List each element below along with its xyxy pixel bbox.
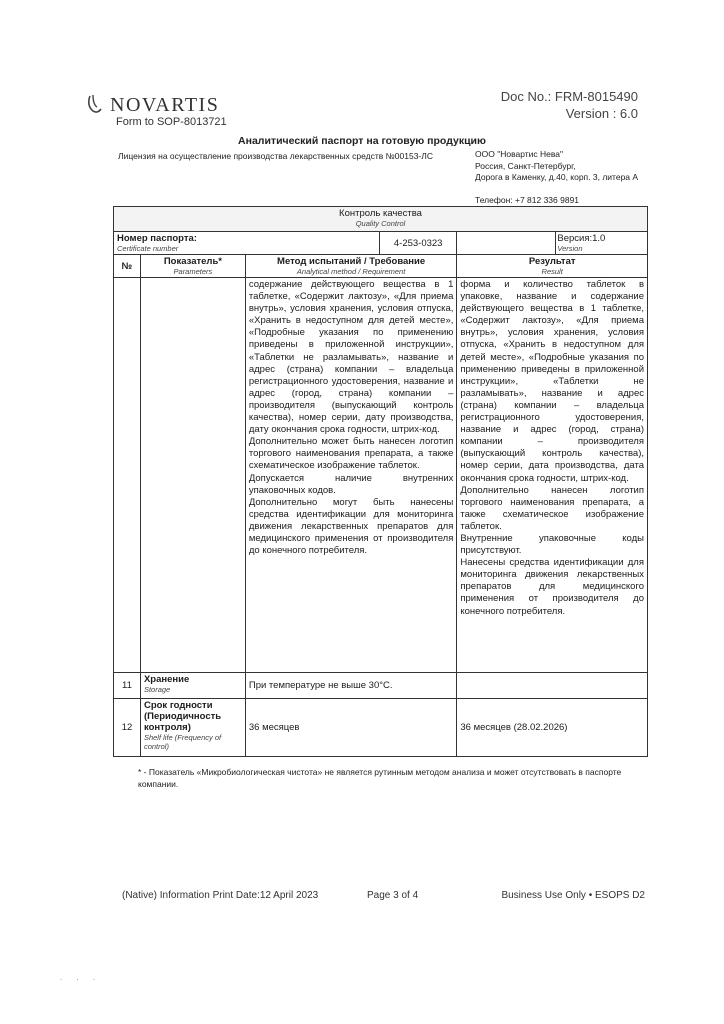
method-paragraph: Допускается наличие внутренних упаковочных кодов.: [248, 472, 454, 496]
result-paragraph: Внутренние упаковочные коды присутствуют.: [460, 532, 644, 557]
scan-corner-marks: . . .: [60, 973, 102, 982]
version-label: Версия:1.0: [557, 233, 606, 244]
row-parameter: Срок годности (Периодичность контроля): [143, 700, 222, 733]
result-paragraph: Дополнительно нанесен логотип торгового наименования препарата, а также схематическое изображение таблеток.: [460, 484, 644, 532]
row-number: 12: [114, 699, 141, 757]
license-text: Лицензия на осуществление производства лекарственных средств №00153-ЛС: [118, 151, 433, 161]
column-header-result-en: Result: [541, 267, 563, 276]
document-title: Аналитический паспорт на готовую продукцию: [238, 135, 486, 147]
row-method: При температуре не выше 30°С.: [245, 673, 457, 699]
table-row: [114, 699, 648, 757]
company-line: Дорога в Каменку, д.40, корп. 3, литера А: [475, 172, 639, 182]
row-result: 36 месяцев (28.02.2026): [457, 699, 648, 757]
row-method: [245, 278, 457, 673]
footer-classification: Business Use Only • ESOPS D2: [501, 890, 645, 901]
novartis-logo-icon: [84, 93, 104, 117]
row-parameter: [140, 278, 245, 673]
form-reference: Form to SOP-8013721: [116, 116, 227, 128]
column-header-number: №: [114, 255, 141, 278]
method-paragraph: содержание действующего вещества в 1 таблетке, «Содержит лактозу», «Для приема внутрь», условия хранения, условия отпуска, «Хранить в недоступном для детей месте», «Подробные указания по применению приведены в приложенной инструкции», «Таблетки не разламывать», название и адрес (страна) компании – владельца регистрационного удостоверения, название и адрес (город, страна) компании – производителя (выпускающий контроль качества), номер серии, дату производства, дату окончания срока годности, штрих-код.: [248, 279, 454, 436]
company-logo: [84, 93, 219, 117]
method-paragraph: Дополнительно может быть нанесен логотип торгового наименования препарата, а также схематическое изображение таблеток.: [248, 436, 454, 472]
quality-control-table: [113, 206, 648, 757]
brand-name: NOVARTIS: [110, 93, 220, 116]
footer-print-date: (Native) Information Print Date:12 April 2023: [122, 890, 319, 901]
row-number: [114, 278, 141, 673]
column-header-parameter-en: Parameters: [173, 267, 213, 276]
certificate-label: Номер паспорта:: [117, 233, 197, 244]
footer-page-number: Page 3 of 4: [367, 890, 419, 901]
footnote: * - Показатель «Микробиологическая чистота» не является рутинным методом анализа и может отсутствовать в паспорте компании.: [138, 767, 622, 789]
certificate-label-en: Certificate number: [117, 244, 179, 253]
row-parameter: Хранение: [143, 674, 190, 685]
section-title-row: [114, 207, 648, 232]
company-phone: Телефон: +7 812 336 9891: [475, 194, 580, 205]
company-line: ООО "Новартис Нева": [475, 149, 564, 159]
table-row: [114, 278, 648, 673]
row-method: 36 месяцев: [245, 699, 457, 757]
section-title: Контроль качества: [339, 208, 422, 219]
row-number: 11: [114, 673, 141, 699]
document-number-block: [501, 88, 638, 122]
result-paragraph: форма и количество таблеток в упаковке, название и содержание действующего вещества в 1 таблетке, «Содержит лактозу», «Для приема внутрь», условия хранения, условия отпуска, «Хранить в недоступном для детей месте», «Подробные указания по применению приведены в приложенной инструкции», «Таблетки не разламывать», название и адрес (страна) компании – владельца регистрационного удостоверения, название и адрес (город, страна) компании – производителя (выпускающий контроль качества), номер серии, дата производства, дата окончания срока годности, штрих-код.: [460, 279, 644, 484]
company-line: Россия, Санкт-Петербург,: [475, 160, 576, 171]
table-row: [114, 673, 648, 699]
company-line: [475, 184, 638, 195]
column-header-result: Результат: [528, 256, 576, 267]
table-header-row: [114, 255, 648, 278]
version-label-en: Version: [557, 244, 583, 253]
result-paragraph: Нанесены средства идентификации для мониторинга движения лекарственных препаратов для медицинского применения от производителя до конечного потребителя.: [460, 557, 644, 617]
method-paragraph: Дополнительно могут быть нанесены средства идентификации для мониторинга движения лекарственных препаратов для медицинского применения от производителя до конечного потребителя.: [248, 496, 454, 557]
certificate-row: [114, 232, 648, 255]
document-version: Version : 6.0: [565, 106, 638, 121]
row-parameter-en: Storage: [143, 685, 171, 694]
row-result: [457, 673, 648, 699]
column-header-parameter: Показатель*: [163, 256, 222, 267]
section-title-en: Quality Control: [355, 219, 406, 228]
column-header-method-en: Analytical method / Requirement: [296, 267, 406, 276]
column-header-method: Метод испытаний / Требование: [277, 256, 426, 267]
certificate-number: 4-253-0323: [393, 238, 443, 249]
row-parameter-en: Shelf life (Frequency of control): [143, 733, 222, 751]
row-result: [457, 278, 648, 673]
document-number: Doc No.: FRM-8015490: [500, 89, 638, 104]
